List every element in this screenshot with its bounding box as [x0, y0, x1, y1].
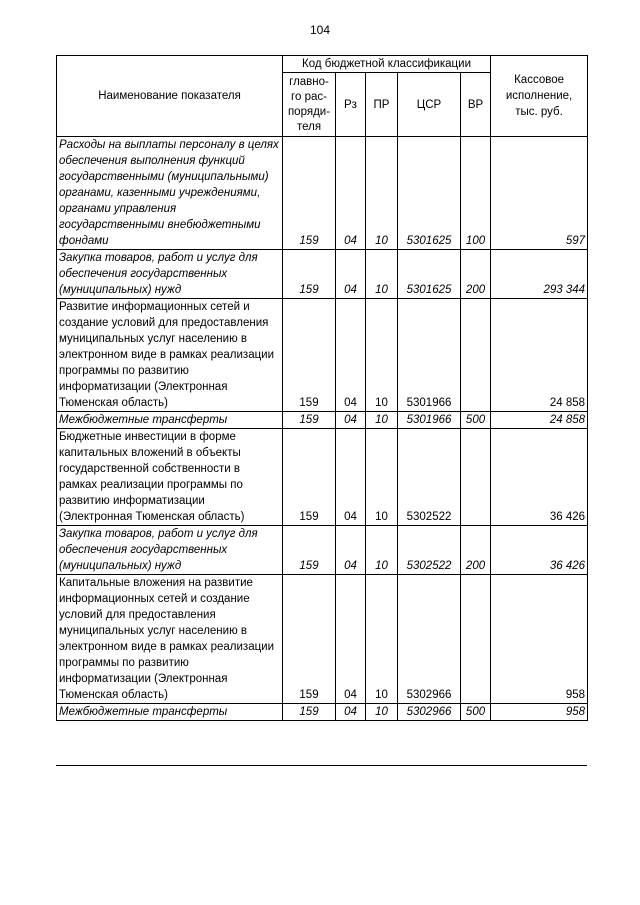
row-gr: 159 — [283, 526, 336, 575]
row-gr: 159 — [283, 299, 336, 412]
row-vr — [461, 299, 491, 412]
row-csr: 5302966 — [398, 575, 461, 704]
row-rz: 04 — [336, 412, 366, 429]
header-rz-col: Рз — [336, 73, 366, 137]
table-row — [57, 299, 588, 412]
table-row — [57, 250, 588, 299]
row-pr: 10 — [366, 299, 398, 412]
row-gr: 159 — [283, 250, 336, 299]
budget-table — [56, 55, 588, 721]
row-gr: 159 — [283, 137, 336, 250]
table-row — [57, 137, 588, 250]
row-csr: 5301625 — [398, 250, 461, 299]
row-vr: 500 — [461, 704, 491, 721]
row-vr: 200 — [461, 526, 491, 575]
row-amount: 24 858 — [491, 299, 588, 412]
row-rz: 04 — [336, 704, 366, 721]
row-rz: 04 — [336, 299, 366, 412]
table-row — [57, 412, 588, 429]
row-csr: 5302522 — [398, 526, 461, 575]
row-name: Закупка товаров, работ и услуг для обеспечения государственных (муниципальных) нужд — [57, 526, 283, 575]
header-name-col: Наименование показателя — [57, 56, 283, 137]
row-amount: 36 426 — [491, 526, 588, 575]
row-gr: 159 — [283, 704, 336, 721]
row-gr: 159 — [283, 575, 336, 704]
row-pr: 10 — [366, 412, 398, 429]
bottom-rule — [56, 765, 587, 766]
table-row — [57, 526, 588, 575]
row-name: Капитальные вложения на развитие информационных сетей и создание условий для предоставления муниципальных услуг населению в электронном виде в рамках реализации программы по развитию информатизации (Электронная Тюменская область) — [57, 575, 283, 704]
table-body — [57, 137, 588, 721]
row-amount: 958 — [491, 704, 588, 721]
row-rz: 04 — [336, 575, 366, 704]
row-name: Расходы на выплаты персоналу в целях обеспечения выполнения функций государственными (муниципальными) органами, казенными учреждениями, органами управления государственными внебюджетными фондами — [57, 137, 283, 250]
page-number: 104 — [309, 23, 331, 37]
table-row — [57, 575, 588, 704]
header-vr-col: ВР — [461, 73, 491, 137]
row-pr: 10 — [366, 704, 398, 721]
header-gr-col: главно- го рас- поряди- теля — [283, 73, 336, 137]
row-gr: 159 — [283, 412, 336, 429]
row-pr: 10 — [366, 526, 398, 575]
row-vr: 500 — [461, 412, 491, 429]
row-name: Бюджетные инвестиции в форме капитальных вложений в объекты государственной собственности в рамках реализации программы по развитию информатизации (Электронная Тюменская область) — [57, 429, 283, 526]
header-csr-col: ЦСР — [398, 73, 461, 137]
row-csr: 5301966 — [398, 412, 461, 429]
row-vr — [461, 429, 491, 526]
row-amount: 958 — [491, 575, 588, 704]
row-name: Развитие информационных сетей и создание условий для предоставления муниципальных услуг населению в электронном виде в рамках реализации программы по развитию информатизации (Электронная Тюменская область) — [57, 299, 283, 412]
row-pr: 10 — [366, 575, 398, 704]
table-row — [57, 704, 588, 721]
header-pr-col: ПР — [366, 73, 398, 137]
row-csr: 5302966 — [398, 704, 461, 721]
row-pr: 10 — [366, 250, 398, 299]
row-gr: 159 — [283, 429, 336, 526]
row-rz: 04 — [336, 526, 366, 575]
row-name: Межбюджетные трансферты — [57, 412, 283, 429]
row-rz: 04 — [336, 429, 366, 526]
row-amount: 597 — [491, 137, 588, 250]
row-amount: 36 426 — [491, 429, 588, 526]
row-vr — [461, 575, 491, 704]
row-rz: 04 — [336, 250, 366, 299]
row-amount: 24 858 — [491, 412, 588, 429]
header-classification-group: Код бюджетной классификации — [283, 56, 491, 73]
row-rz: 04 — [336, 137, 366, 250]
row-vr: 200 — [461, 250, 491, 299]
row-pr: 10 — [366, 429, 398, 526]
header-amount-col: Кассовое исполнение, тыс. руб. — [491, 56, 588, 137]
row-vr: 100 — [461, 137, 491, 250]
row-csr: 5301625 — [398, 137, 461, 250]
row-csr: 5301966 — [398, 299, 461, 412]
row-name: Межбюджетные трансферты — [57, 704, 283, 721]
row-pr: 10 — [366, 137, 398, 250]
row-csr: 5302522 — [398, 429, 461, 526]
row-name: Закупка товаров, работ и услуг для обеспечения государственных (муниципальных) нужд — [57, 250, 283, 299]
row-amount: 293 344 — [491, 250, 588, 299]
table-row — [57, 429, 588, 526]
